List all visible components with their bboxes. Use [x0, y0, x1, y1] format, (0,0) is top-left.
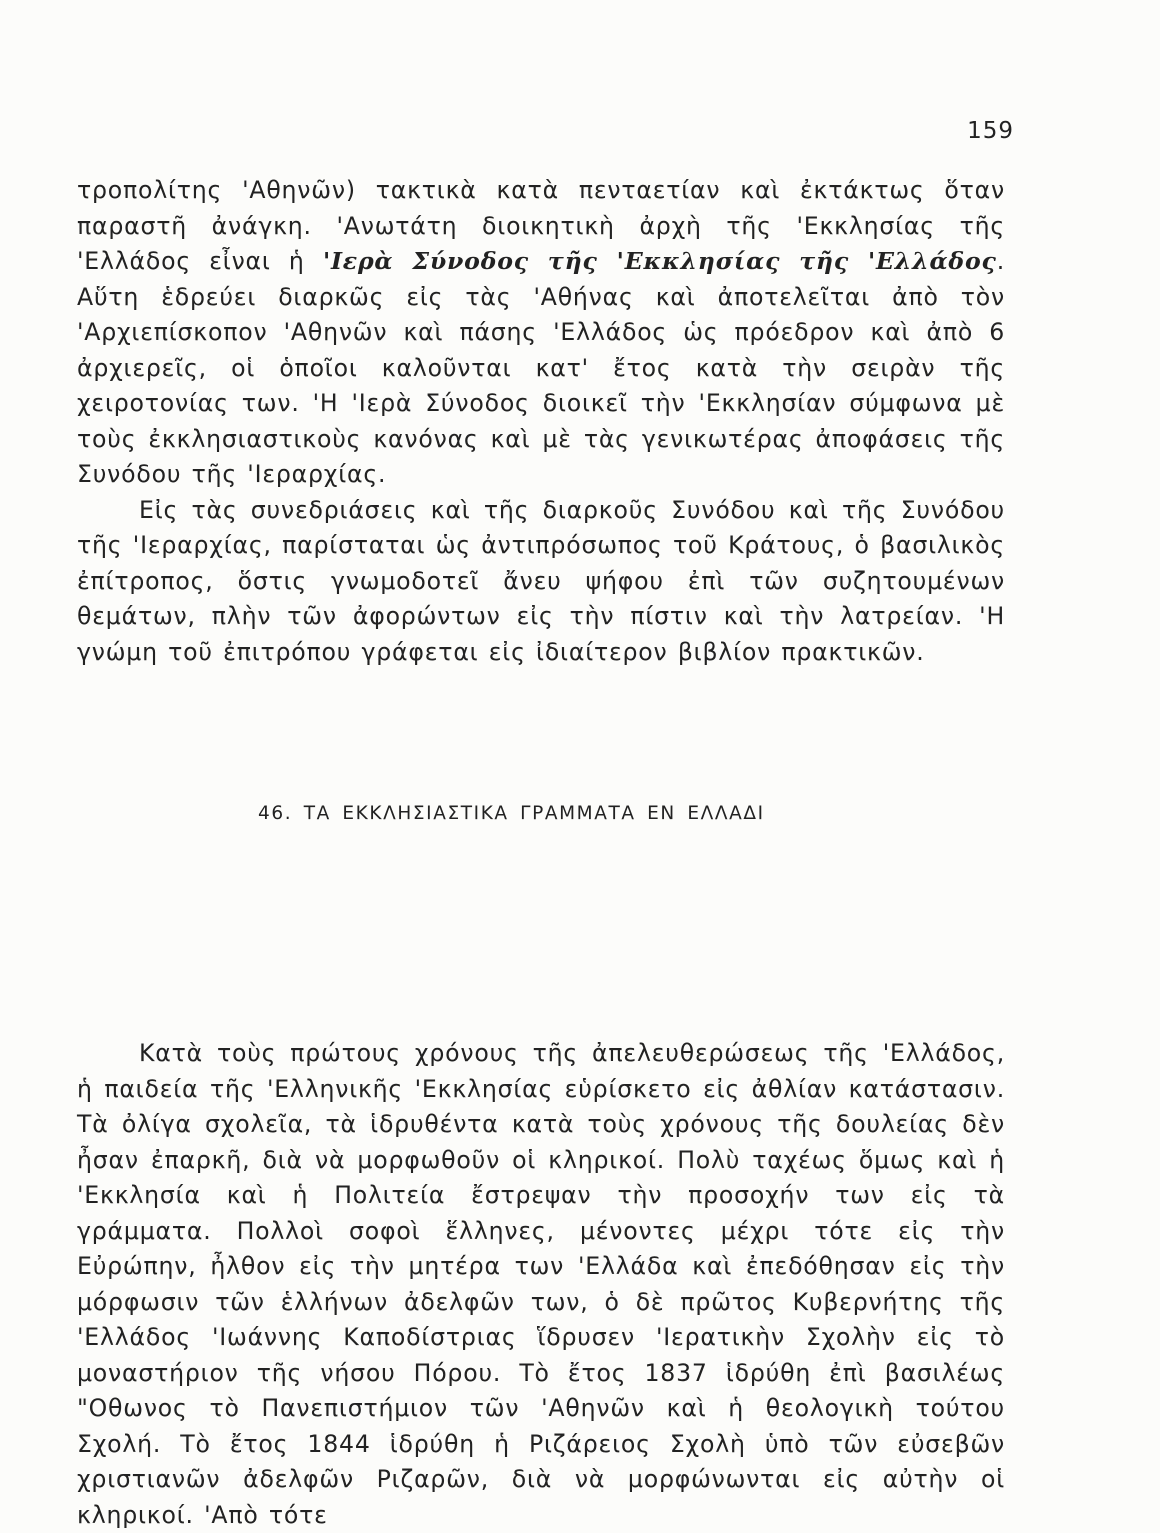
paragraph-holy-synod — [77, 173, 1005, 493]
emphasized-term-holy-synod: 'Ιερὰ Σύνοδος τῆς 'Εκκλησίας τῆς 'Ελλάδος — [322, 247, 997, 275]
paragraph-royal-commissioner: Εἰς τὰς συνεδριάσεις καὶ τῆς διαρκοῦς Συνόδου καὶ τῆς Συνόδου τῆς 'Ιεραρχίας, παρίσταται ὡς ἀντιπρόσωπος τοῦ Κράτους, ὁ βασιλικὸς ἐπίτροπος, ὅστις γνωμοδοτεῖ ἄνευ ψήφου ἐπὶ τῶν συζητουμένων θεμάτων, πλὴν τῶν ἀφορώντων εἰς τὴν πίστιν καὶ τὴν λατρείαν. 'Η γνώμη τοῦ ἐπιτρόπου γράφεται εἰς ἰδιαίτερον βιβλίον πρακτικῶν. — [77, 495, 1005, 666]
section-heading: 46. ΤΑ ΕΚΚΛΗΣΙΑΣΤΙΚΑ ΓΡΑΜΜΑΤΑ ΕΝ ΕΛΛΑΔΙ — [258, 803, 765, 824]
page-number: 159 — [967, 118, 1014, 144]
paragraph-ecclesiastical-education: Κατὰ τοὺς πρώτους χρόνους τῆς ἀπελευθερώσεως τῆς 'Ελλάδος, ἡ παιδεία τῆς 'Ελληνικῆς 'Εκκλησίας εὑρίσκετο εἰς ἀθλίαν κατάστασιν. Τὰ ὀλίγα σχολεῖα, τὰ ἱδρυθέντα κατὰ τοὺς χρόνους τῆς δουλείας δὲν ἦσαν ἐπαρκῆ, διὰ νὰ μορφωθοῦν οἱ κληρικοί. Πολὺ ταχέως ὅμως καὶ ἡ 'Εκκλησία καὶ ἡ Πολιτεία ἔστρεψαν τὴν προσοχήν των εἰς τὰ γράμματα. Πολλοὶ σοφοὶ ἕλληνες, μένοντες μέχρι τότε εἰς τὴν Εὐρώπην, ἦλθον εἰς τὴν μητέρα των 'Ελλάδα καὶ ἐπεδόθησαν εἰς τὴν μόρφωσιν τῶν ἑλλήνων ἀδελφῶν των, ὁ δὲ πρῶτος Κυβερνήτης τῆς 'Ελλάδος 'Ιωάννης Καποδίστριας ἵδρυσεν 'Ιερατικὴν Σχολὴν εἰς τὸ μοναστήριον τῆς νήσου Πόρου. Τὸ ἔτος 1837 ἱδρύθη ἐπὶ βασιλέως "Οθωνος τὸ Πανεπιστήμιον τῶν 'Αθηνῶν καὶ ἡ θεολογικὴ τούτου Σχολή. Τὸ ἔτος 1844 ἱδρύθη ἡ Ριζάρειος Σχολὴ ὑπὸ τῶν εὐσεβῶν χριστιανῶν ἀδελφῶν Ριζαρῶν, διὰ νὰ μορφώνωνται εἰς αὐτὴν οἱ κληρικοί. 'Απὸ τότε — [77, 1039, 1005, 1529]
section-text-block-2 — [77, 1036, 1005, 1533]
section-text-block-1 — [77, 173, 1005, 670]
paragraph-text-after-emphasis: . Αὕτη ἑδρεύει διαρκῶς εἰς τὰς 'Αθήνας καὶ ἀποτελεῖται ἀπὸ τὸν 'Αρχιεπίσκοπον 'Αθηνῶν καὶ πάσης 'Ελλάδος ὡς πρόεδρον καὶ ἀπὸ 6 ἀρχιερεῖς, οἱ ὁποῖοι καλοῦνται κατ' ἔτος κατὰ τὴν σειρὰν τῆς χειροτονίας των. 'Η 'Ιερὰ Σύνοδος διοικεῖ τὴν 'Εκκλησίαν σύμφωνα μὲ τοὺς ἐκκλησιαστικοὺς κανόνας καὶ μὲ τὰς γενικωτέρας ἀποφάσεις τῆς Συνόδου τῆς 'Ιεραρχίας. — [77, 247, 1005, 488]
paragraph-text-before-emphasis: τροπολίτης 'Αθηνῶν) τακτικὰ κατὰ πενταετίαν καὶ ἐκτάκτως ὅταν παραστῆ ἀνάγκη. 'Ανωτάτη διοικητικὴ ἀρχὴ τῆς 'Εκκλησίας τῆς 'Ελλάδος εἶναι ἡ — [77, 176, 1005, 275]
